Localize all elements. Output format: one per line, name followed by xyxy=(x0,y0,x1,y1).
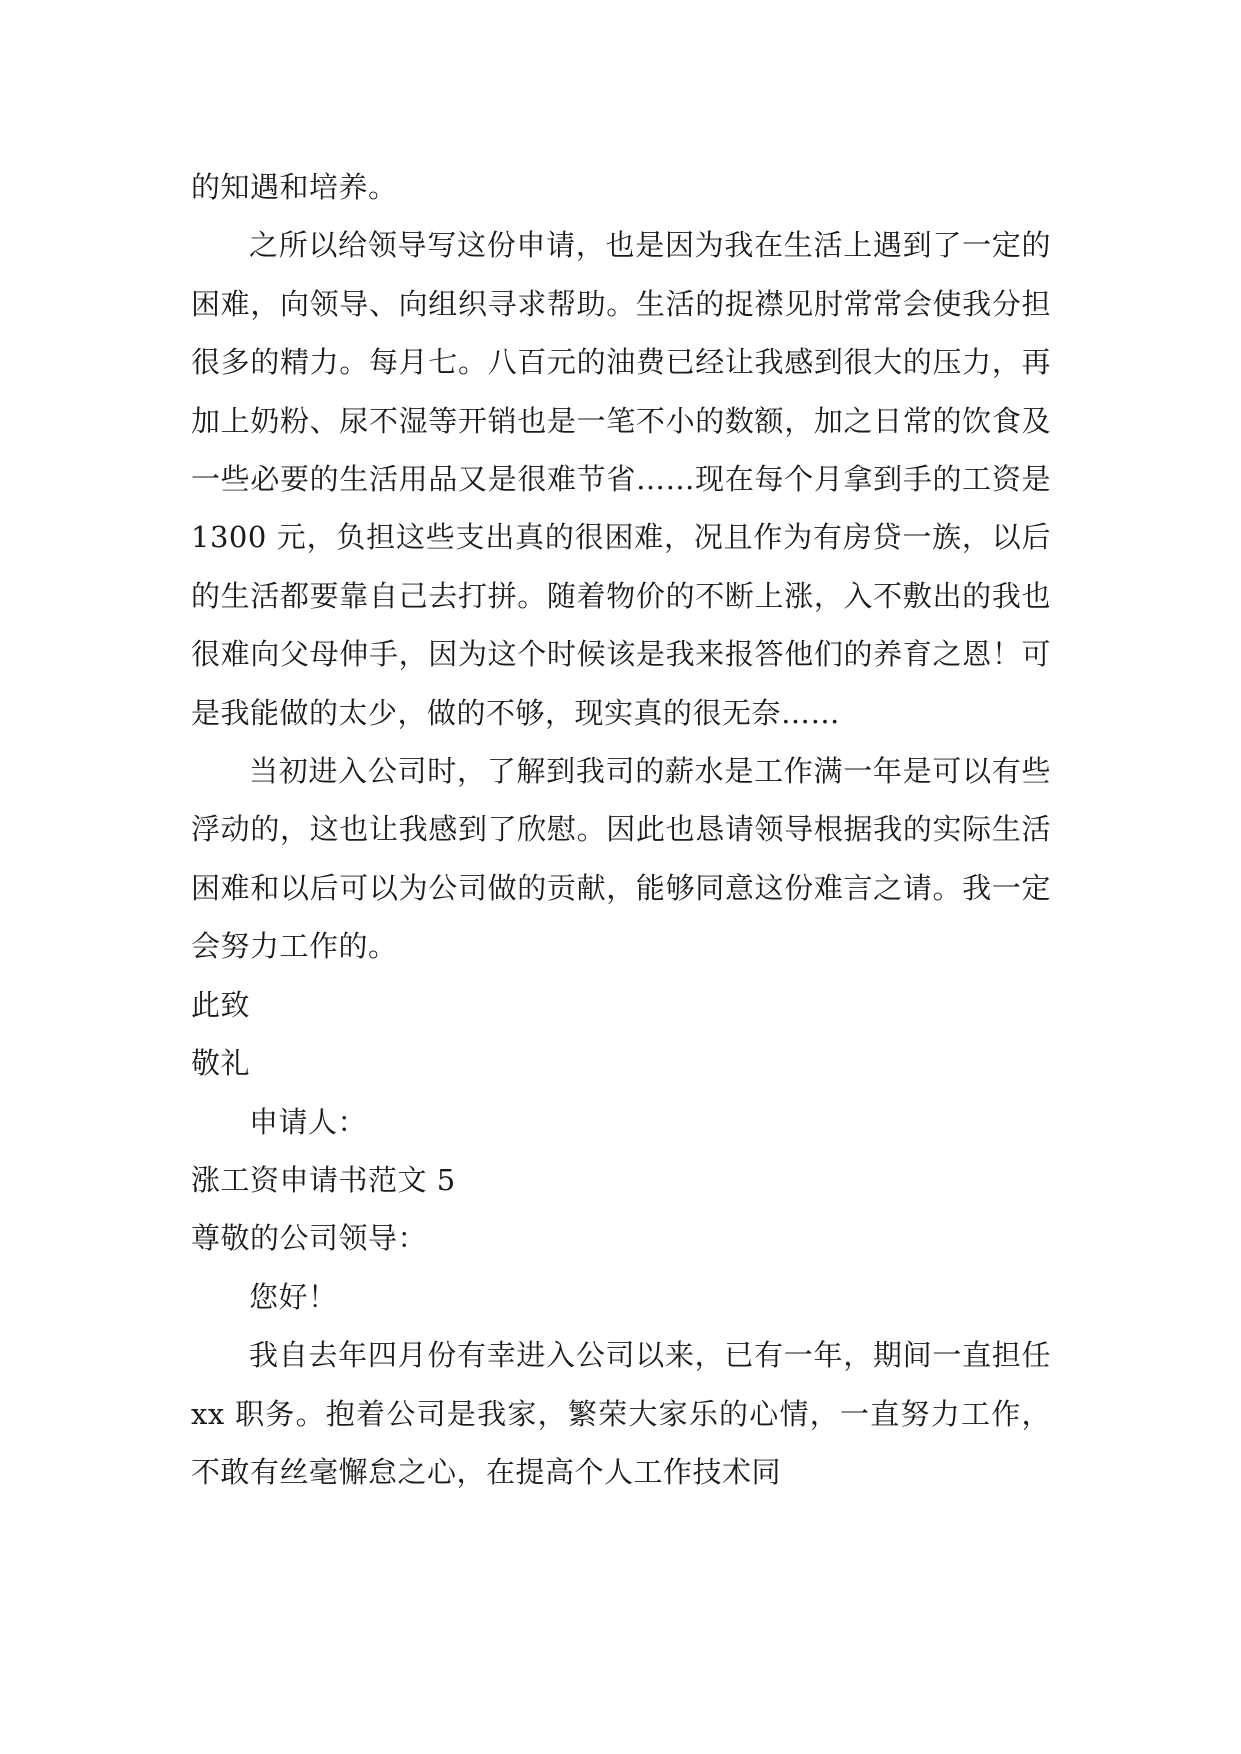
paragraph-request: 当初进入公司时，了解到我司的薪水是工作满一年是可以有些浮动的，这也让我感到了欣慰。因此也恳请领导根据我的实际生活困难和以后可以为公司做的贡献，能够同意这份难言之请。我一定会努力工作的。 xyxy=(191,754,1051,964)
paragraph-continuation: 的知遇和培养。 xyxy=(191,170,398,204)
paragraph-hardship: 之所以给领导写这份申请，也是因为我在生活上遇到了一定的困难，向领导、向组织寻求帮助。生活的捉襟见肘常常会使我分担很多的精力。每月七。八百元的油费已经让我感到很大的压力，再加上奶粉、尿不湿等开销也是一笔不小的数额，加之日常的饮食及一些必要的生活用品又是很难节省……现在每个月拿到手的工资是 1300 元，负担这些支出真的很困难，况且作为有房贷一族，以后的生活都要靠自己去打拼。随着物价的不断上涨，入不敷出的我也很难向父母伸手，因为这个时候该是我来报答他们的养育之恩！可是我能做的太少，做的不够，现实真的很无奈…… xyxy=(191,228,1051,730)
letter-greeting: 尊敬的公司领导： xyxy=(191,1221,428,1256)
letter-hello: 您好！ xyxy=(249,1279,338,1314)
applicant-label: 申请人： xyxy=(249,1104,368,1139)
closing-salutation: 此致 xyxy=(191,987,251,1022)
closing-regards: 敬礼 xyxy=(191,1046,251,1081)
paragraph-intro: 我自去年四月份有幸进入公司以来，已有一年，期间一直担任 xx 职务。抱着公司是我家，繁荣大家乐的心情，一直努力工作，不敢有丝毫懈怠之心，在提高个人工作技术同 xyxy=(191,1338,1051,1489)
section-heading: 涨工资申请书范文 5 xyxy=(191,1162,456,1197)
document-body xyxy=(191,158,1051,1501)
